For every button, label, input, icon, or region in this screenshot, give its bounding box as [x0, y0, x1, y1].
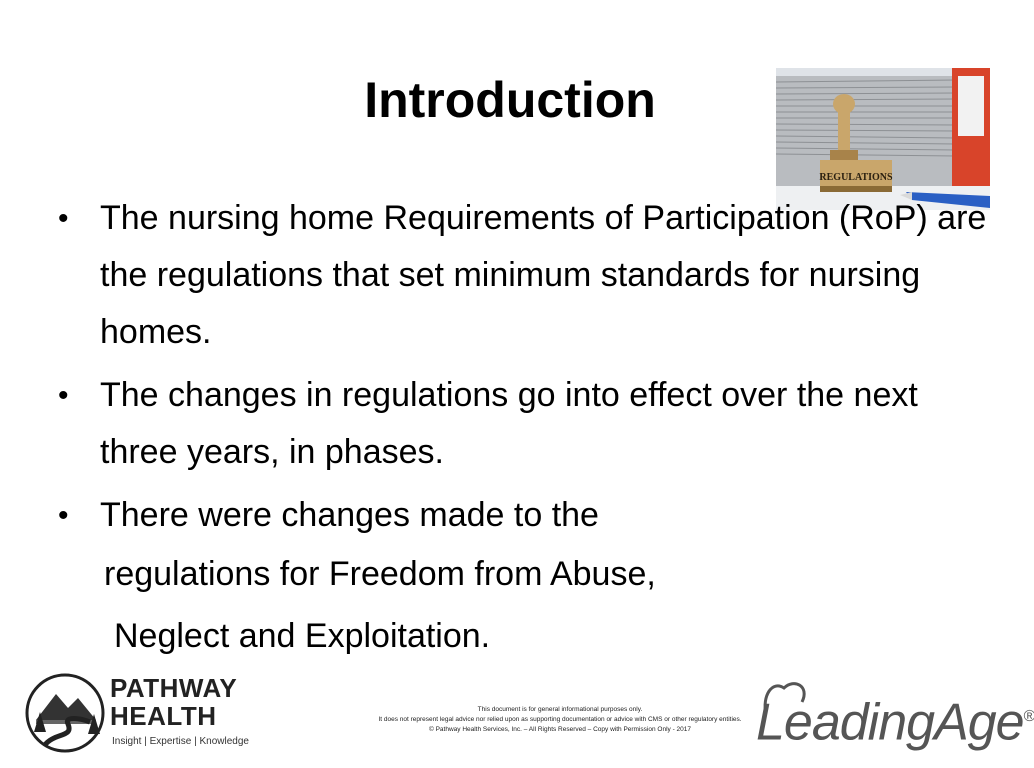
leadingage-wordmark: LeadingAge®	[756, 693, 1034, 752]
slide-title: Introduction	[364, 72, 656, 128]
regulations-stamp-photo	[776, 68, 990, 210]
disclaimer-line: © Pathway Health Services, Inc. – All Rights Reserved – Copy with Permission Only - 2017	[428, 726, 691, 733]
bullet-dot: •	[58, 202, 69, 235]
pathway-wordmark-line1: PATHWAY	[110, 673, 238, 703]
pathway-mountain-icon	[24, 672, 106, 754]
bullet-item	[58, 190, 1000, 361]
disclaimer-line: This document is for general informational purposes only.	[477, 706, 643, 713]
bullet-dot: •	[58, 379, 69, 412]
bullet-list	[58, 190, 987, 550]
disclaimer-line: It does not represent legal advice nor relied upon as supporting documentation or advice with CMS or other regulatory entities.	[378, 716, 742, 723]
bullet-text: The nursing home Requirements of Participation (RoP) are the regulations that set minimum standards for nursing homes.	[100, 199, 987, 351]
pathway-tagline: Insight | Expertise | Knowledge	[112, 736, 249, 747]
pathway-wordmark-line2: HEALTH	[110, 701, 217, 731]
footer-disclaimer	[300, 705, 820, 735]
leadingage-logo	[752, 676, 1034, 756]
pathway-health-logo	[24, 672, 254, 754]
bullet-text: There were changes made to the	[100, 496, 599, 534]
bullet-dot: •	[58, 499, 69, 532]
bullet-continuation: Neglect and Exploitation.	[114, 617, 491, 655]
bullet-continuation: regulations for Freedom from Abuse,	[104, 555, 656, 593]
svg-text:REGULATIONS: REGULATIONS	[819, 172, 893, 183]
bullet-text: The changes in regulations go into effect over the next three years, in phases.	[100, 376, 918, 471]
bullet-item	[58, 487, 978, 544]
bullet-item	[58, 367, 978, 481]
